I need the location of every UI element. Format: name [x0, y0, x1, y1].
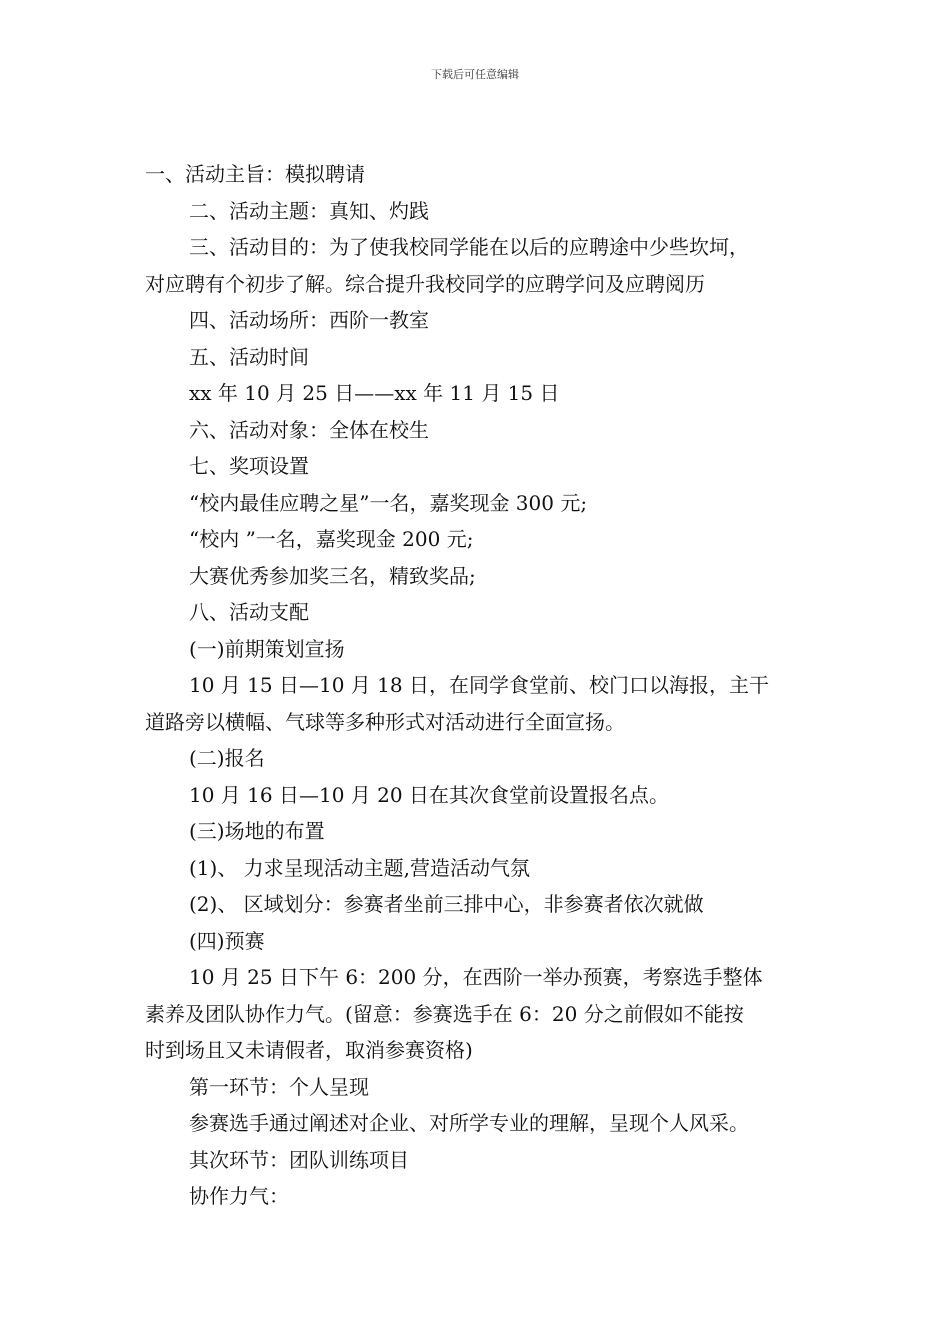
paragraph-line: 七、奖项设置: [189, 454, 309, 478]
paragraph-line: 参赛选手通过阐述对企业、对所学专业的理解，呈现个人风采。: [189, 1111, 749, 1135]
paragraph-line: (1)、 力求呈现活动主题,营造活动气氛: [189, 855, 531, 880]
paragraph-line: 协作力气：: [189, 1184, 289, 1208]
paragraph-line: (二)报名: [189, 746, 265, 770]
paragraph-line: 其次环节：团队训练项目: [189, 1147, 409, 1172]
paragraph-line: 二、活动主题：真知、灼践: [189, 198, 429, 223]
page-header: 下载后可任意编辑: [431, 68, 519, 81]
paragraph-line: 三、活动目的：为了使我校同学能在以后的应聘途中少些坎坷，: [189, 235, 749, 259]
paragraph-line: 六、活动对象：全体在校生: [189, 417, 429, 442]
paragraph-line: (一)前期策划宣扬: [189, 636, 345, 661]
paragraph-line: 10 月 25 日下午 6：200 分，在西阶一举办预赛，考察选手整体: [189, 965, 763, 989]
paragraph-line: xx 年 10 月 25 日——xx 年 11 月 15 日: [189, 381, 560, 405]
paragraph-line: (三)场地的布置: [189, 819, 325, 843]
paragraph-line: (2)、 区域划分：参赛者坐前三排中心，非参赛者依次就做: [189, 892, 704, 916]
paragraph-line: 一、活动主旨：模拟聘请: [145, 162, 365, 186]
document-body: [145, 156, 815, 1215]
paragraph-line: 对应聘有个初步了解。综合提升我校同学的应聘学问及应聘阅历: [145, 271, 705, 296]
paragraph-line: 时到场且又未请假者，取消参赛资格): [145, 1038, 473, 1062]
paragraph-line: 10 月 16 日—10 月 20 日在其次食堂前设置报名点。: [189, 782, 669, 807]
paragraph-line: 四、活动场所：西阶一教室: [189, 308, 429, 332]
paragraph-line: 八、活动支配: [189, 600, 309, 624]
paragraph-line: (四)预赛: [189, 928, 265, 953]
paragraph-line: 道路旁以横幅、气球等多种形式对活动进行全面宣扬。: [145, 709, 625, 734]
paragraph-line: 10 月 15 日—10 月 18 日，在同学食堂前、校门口以海报，主干: [189, 673, 769, 697]
paragraph-line: “校内最佳应聘之星”一名，嘉奖现金 300 元;: [189, 490, 588, 515]
paragraph-line: 五、活动时间: [189, 344, 309, 369]
paragraph-line: 第一环节：个人呈现: [189, 1074, 369, 1099]
paragraph-line: 大赛优秀参加奖三名，精致奖品;: [189, 563, 476, 588]
paragraph-line: “校内 ”一名，嘉奖现金 200 元;: [189, 527, 474, 551]
paragraph-line: 素养及团队协作力气。(留意：参赛选手在 6：20 分之前假如不能按: [145, 1001, 744, 1026]
